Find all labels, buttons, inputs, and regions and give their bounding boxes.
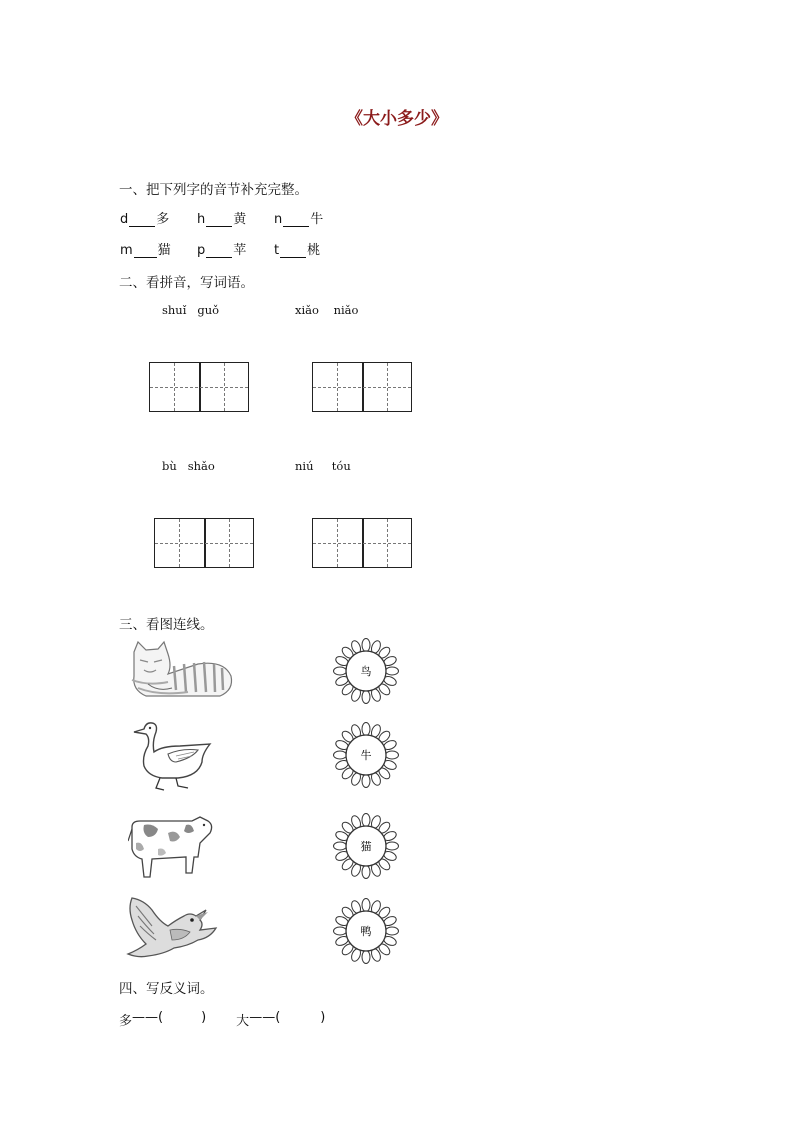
syllable-blank[interactable] <box>206 245 232 258</box>
petal-shape <box>334 927 347 935</box>
petal-shape <box>334 751 347 759</box>
petal-shape <box>334 842 347 850</box>
writing-grid[interactable] <box>149 362 249 412</box>
syllable-blank[interactable] <box>280 245 306 258</box>
antonym-row <box>119 1010 325 1029</box>
petal-shape <box>362 775 370 788</box>
pinyin-label: xiǎo niǎo <box>295 303 359 317</box>
pinyin-label: niú tóu <box>295 459 351 473</box>
antonym-dash: ——( <box>249 1010 281 1025</box>
petal-shape <box>362 691 370 704</box>
petal-shape <box>386 667 399 675</box>
petal-shape <box>334 667 347 675</box>
syllable-item: h 黄 <box>197 212 247 227</box>
section3-heading: 三、看图连线。 <box>119 617 214 633</box>
petal-shape <box>362 866 370 879</box>
section4-heading: 四、写反义词。 <box>119 981 214 997</box>
flower-card[interactable] <box>333 813 399 879</box>
antonym-close: ) <box>201 1010 207 1025</box>
syllable-blank[interactable] <box>129 214 155 227</box>
writing-grid[interactable] <box>312 362 412 412</box>
syllable-row-2 <box>120 239 320 258</box>
syllable-item: t 桃 <box>274 243 321 258</box>
petal-shape <box>386 751 399 759</box>
syllable-item: d 多 <box>120 212 170 227</box>
section2-heading: 二、看拼音，写词语。 <box>119 275 254 291</box>
petal-shape <box>362 951 370 964</box>
antonym-word: 大 <box>236 1014 250 1029</box>
syllable-item: p 苹 <box>197 243 247 258</box>
petal-shape <box>362 899 370 912</box>
pinyin-label: shuǐ guǒ <box>162 303 220 317</box>
syllable-blank[interactable] <box>206 214 232 227</box>
section1-heading: 一、把下列字的音节补充完整。 <box>119 182 308 198</box>
flower-card[interactable] <box>333 898 399 964</box>
syllable-blank[interactable] <box>283 214 309 227</box>
page-title: 《大小多少》 <box>346 109 448 129</box>
flower-card[interactable] <box>333 638 399 704</box>
petal-shape <box>362 639 370 652</box>
flower-label: 猫 <box>360 840 372 853</box>
petal-shape <box>362 814 370 827</box>
flower-card[interactable] <box>333 722 399 788</box>
antonym-dash: ——( <box>132 1010 164 1025</box>
bird-picture <box>124 896 218 962</box>
syllable-row-1 <box>120 208 323 227</box>
flower-label: 鸟 <box>360 665 372 678</box>
petal-shape <box>362 723 370 736</box>
writing-grid[interactable] <box>154 518 254 568</box>
writing-grid[interactable] <box>312 518 412 568</box>
flower-label: 牛 <box>360 749 372 762</box>
syllable-item: n 牛 <box>274 212 324 227</box>
syllable-blank[interactable] <box>134 245 157 258</box>
duck-picture <box>132 720 216 792</box>
antonym-close: ) <box>320 1010 326 1025</box>
antonym-answer-space[interactable] <box>163 1010 201 1029</box>
flower-label: 鸭 <box>360 925 372 938</box>
pinyin-label: bù shǎo <box>162 459 215 473</box>
antonym-word: 多 <box>119 1014 133 1029</box>
cow-picture <box>128 813 216 883</box>
cat-picture <box>128 640 236 702</box>
antonym-answer-space[interactable] <box>280 1010 320 1029</box>
petal-shape <box>386 927 399 935</box>
petal-shape <box>386 842 399 850</box>
syllable-item: m 猫 <box>120 243 171 258</box>
